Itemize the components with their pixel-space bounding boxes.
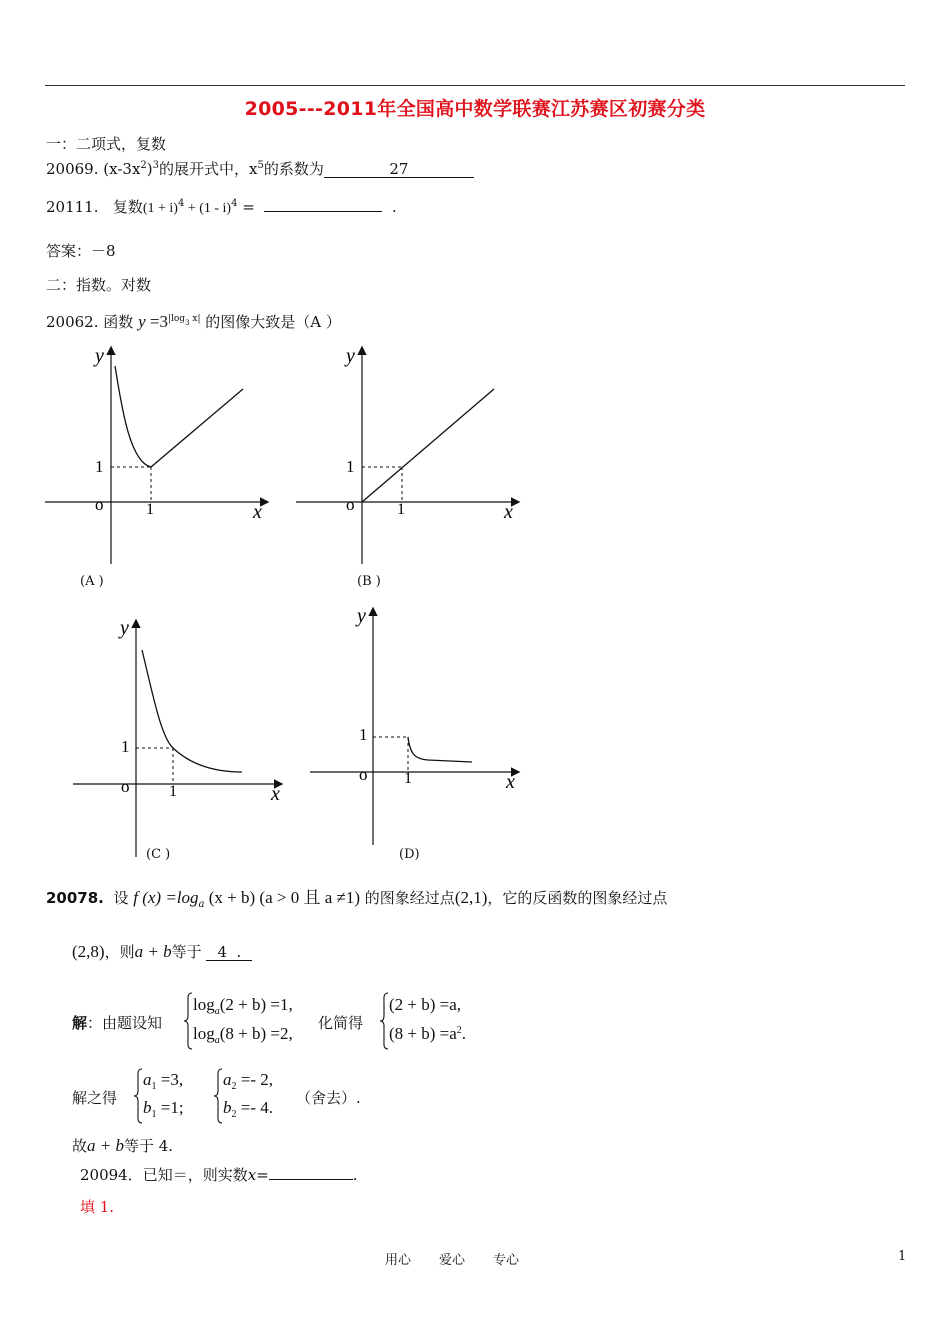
x-tick-label: 1 bbox=[404, 770, 412, 787]
question-20069: 20069. $(x-3x^2)^3$的展开式中，$x^5$的系数为 27 bbox=[46, 158, 474, 179]
brace-system-3 bbox=[133, 1068, 143, 1124]
header-rule bbox=[45, 85, 905, 86]
y-axis-label: y bbox=[346, 345, 355, 367]
origin-label: o bbox=[346, 495, 355, 514]
x-tick-label: 1 bbox=[146, 501, 154, 518]
function-curve bbox=[408, 737, 472, 762]
function-curve bbox=[115, 366, 243, 467]
answer-blank: 27 bbox=[324, 161, 474, 178]
page-number: 1 bbox=[898, 1249, 907, 1264]
graph-d bbox=[310, 603, 530, 848]
discard-note: （舍去）. bbox=[296, 1089, 361, 1107]
solved-label: 解之得 bbox=[72, 1089, 118, 1107]
y-axis-label: y bbox=[120, 617, 129, 639]
graph-c-caption: (C ) bbox=[146, 847, 171, 862]
system1-line2: $\log_a(8 + b) =2$, bbox=[193, 1024, 293, 1046]
brace-system-4 bbox=[213, 1068, 223, 1124]
graph-a-caption: (A ) bbox=[80, 574, 104, 589]
system1-line1: $\log_a(2 + b) =1$, bbox=[193, 995, 293, 1017]
solution1-a: $a_1 =3$, bbox=[143, 1070, 184, 1092]
simplify-label: 化简得 bbox=[318, 1014, 364, 1032]
x-axis-label: x bbox=[504, 501, 513, 523]
question-20062: 20062. 函数 $y =3^{|log_3 x|}$ 的图像大致是（A ） bbox=[46, 312, 341, 331]
system2-line2: $(8 + b) =a^2$. bbox=[389, 1024, 467, 1043]
system2-line1: (2 + b) =a, bbox=[389, 995, 462, 1014]
function-curve bbox=[362, 389, 494, 502]
y-axis-label: y bbox=[357, 605, 366, 627]
solution2-b: $b_2 =- 4$. bbox=[223, 1098, 273, 1120]
function-curve bbox=[142, 650, 242, 772]
x-axis-label: x bbox=[253, 501, 262, 523]
section-heading-binomial: 一：二项式，复数 bbox=[46, 135, 167, 153]
y-tick-label: 1 bbox=[95, 457, 104, 476]
graph-d-caption: (D) bbox=[399, 847, 420, 862]
answer-20111: 答案：－8 bbox=[46, 242, 116, 260]
x-axis-label: x bbox=[271, 783, 280, 805]
origin-label: o bbox=[121, 777, 130, 796]
graph-b bbox=[296, 342, 536, 572]
x-tick-label: 1 bbox=[169, 783, 177, 800]
answer-blank: 4 . bbox=[206, 944, 252, 961]
graph-c bbox=[73, 615, 293, 860]
answer-20094: 填 1. bbox=[80, 1198, 115, 1216]
brace-system-1 bbox=[183, 992, 193, 1050]
question-20094: 20094．已知＝，则实数x= . bbox=[80, 1163, 358, 1185]
y-tick-label: 1 bbox=[346, 457, 355, 476]
question-20078: 20078. 设 f $(x) =\log_a$ (x + b) (a > 0 且 a ≠1) 的图象经过点(2,1)，它的反函数的图象经过点 bbox=[46, 888, 668, 910]
answer-blank bbox=[264, 195, 382, 212]
origin-label: o bbox=[95, 495, 104, 514]
x-axis-label: x bbox=[506, 771, 515, 793]
answer-blank bbox=[269, 1163, 353, 1180]
section-heading-exp-log: 二：指数。对数 bbox=[46, 276, 152, 294]
conclusion: 故a + b等于 4. bbox=[72, 1136, 174, 1155]
question-20111: 20111. 复数$(1 + i)^4 + (1 - i)^4$ = . bbox=[46, 195, 397, 217]
origin-label: o bbox=[359, 765, 368, 784]
solution2-a: $a_2 =- 2$, bbox=[223, 1070, 273, 1092]
y-axis-label: y bbox=[95, 345, 104, 367]
brace-system-2 bbox=[379, 992, 389, 1050]
footer-motto: 用心 爱心 专心 bbox=[385, 1253, 520, 1268]
x-tick-label: 1 bbox=[397, 501, 405, 518]
graph-a bbox=[45, 342, 285, 572]
y-tick-label: 1 bbox=[359, 725, 368, 744]
page-title: 2005---2011年全国高中数学联赛江苏赛区初赛分类 bbox=[244, 98, 706, 120]
graph-b-caption: (B ) bbox=[357, 574, 381, 589]
solution-intro: 解：由题设知 bbox=[72, 1014, 163, 1032]
solution1-b: $b_1 =1$; bbox=[143, 1098, 184, 1120]
question-20078-cont: (2,8)，则a + b等于 4 . bbox=[72, 941, 252, 962]
y-tick-label: 1 bbox=[121, 737, 130, 756]
